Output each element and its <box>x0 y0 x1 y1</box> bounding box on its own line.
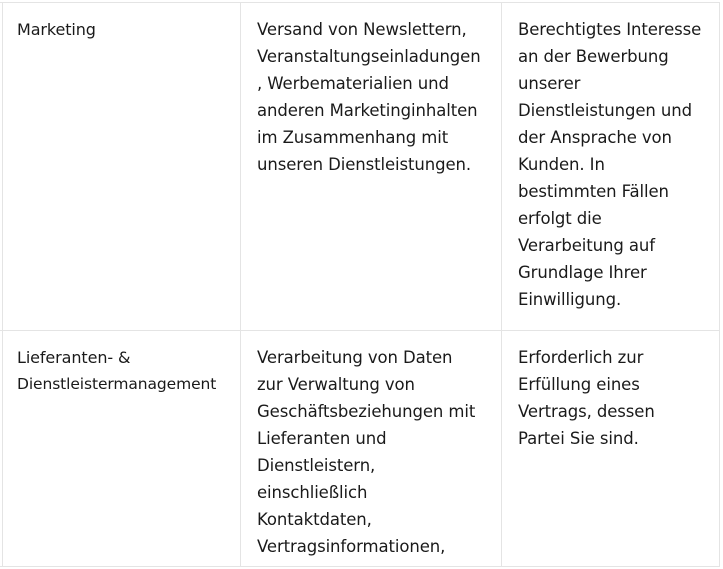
cell-line: an der Bewerbung <box>518 47 669 66</box>
column-divider <box>501 2 502 567</box>
cell-line: Veranstaltungseinladungen <box>257 47 481 66</box>
cell-line: unseren Dienstleistungen. <box>257 155 472 174</box>
table-cell-legal-basis <box>518 16 718 313</box>
cell-line: der Ansprache von <box>518 128 672 147</box>
cell-line: Dienstleistermanagement <box>17 375 217 393</box>
cell-line: Erforderlich zur <box>518 348 644 367</box>
cell-line: Versand von Newslettern, <box>257 20 467 39</box>
cell-line: erfolgt die <box>518 209 602 228</box>
table-cell-category <box>17 16 232 43</box>
cell-line: Partei Sie sind. <box>518 429 639 448</box>
cell-line: Dienstleistungen und <box>518 101 692 120</box>
column-divider <box>240 2 241 567</box>
cell-line: unserer <box>518 74 581 93</box>
cell-line: Lieferanten- & <box>17 348 131 367</box>
cell-line: Lieferanten und <box>257 429 387 448</box>
cell-line: Kunden. In <box>518 155 605 174</box>
cell-line: zur Verwaltung von <box>257 375 415 394</box>
cell-line: Grundlage Ihrer <box>518 263 647 282</box>
cell-line: Marketing <box>17 20 96 39</box>
table-cell-category <box>17 344 237 398</box>
cell-line: Berechtigtes Interesse <box>518 20 702 39</box>
table-cell-legal-basis <box>518 344 718 452</box>
cell-line: anderen Marketinginhalten <box>257 101 478 120</box>
table-border-right <box>719 2 720 567</box>
table-cell-purpose <box>257 16 497 178</box>
cell-line: Erfüllung eines <box>518 375 640 394</box>
cell-line: bestimmten Fällen <box>518 182 669 201</box>
table-cell-purpose <box>257 344 497 560</box>
cell-line: im Zusammenhang mit <box>257 128 449 147</box>
table-border-top <box>0 2 720 3</box>
cell-line: Vertragsinformationen, <box>257 537 446 556</box>
cell-line: Verarbeitung von Daten <box>257 348 453 367</box>
row-divider <box>0 330 720 331</box>
cell-line: Kontaktdaten, <box>257 510 372 529</box>
cell-line: Einwilligung. <box>518 290 622 309</box>
cell-line: Vertrags, dessen <box>518 402 655 421</box>
table-border-bottom <box>0 566 720 567</box>
table-border-left <box>2 2 3 567</box>
cell-line: einschließlich <box>257 483 368 502</box>
cell-line: Geschäftsbeziehungen mit <box>257 402 476 421</box>
cell-line: Dienstleistern, <box>257 456 376 475</box>
cell-line: Verarbeitung auf <box>518 236 655 255</box>
cell-line: , Werbematerialien und <box>257 74 449 93</box>
